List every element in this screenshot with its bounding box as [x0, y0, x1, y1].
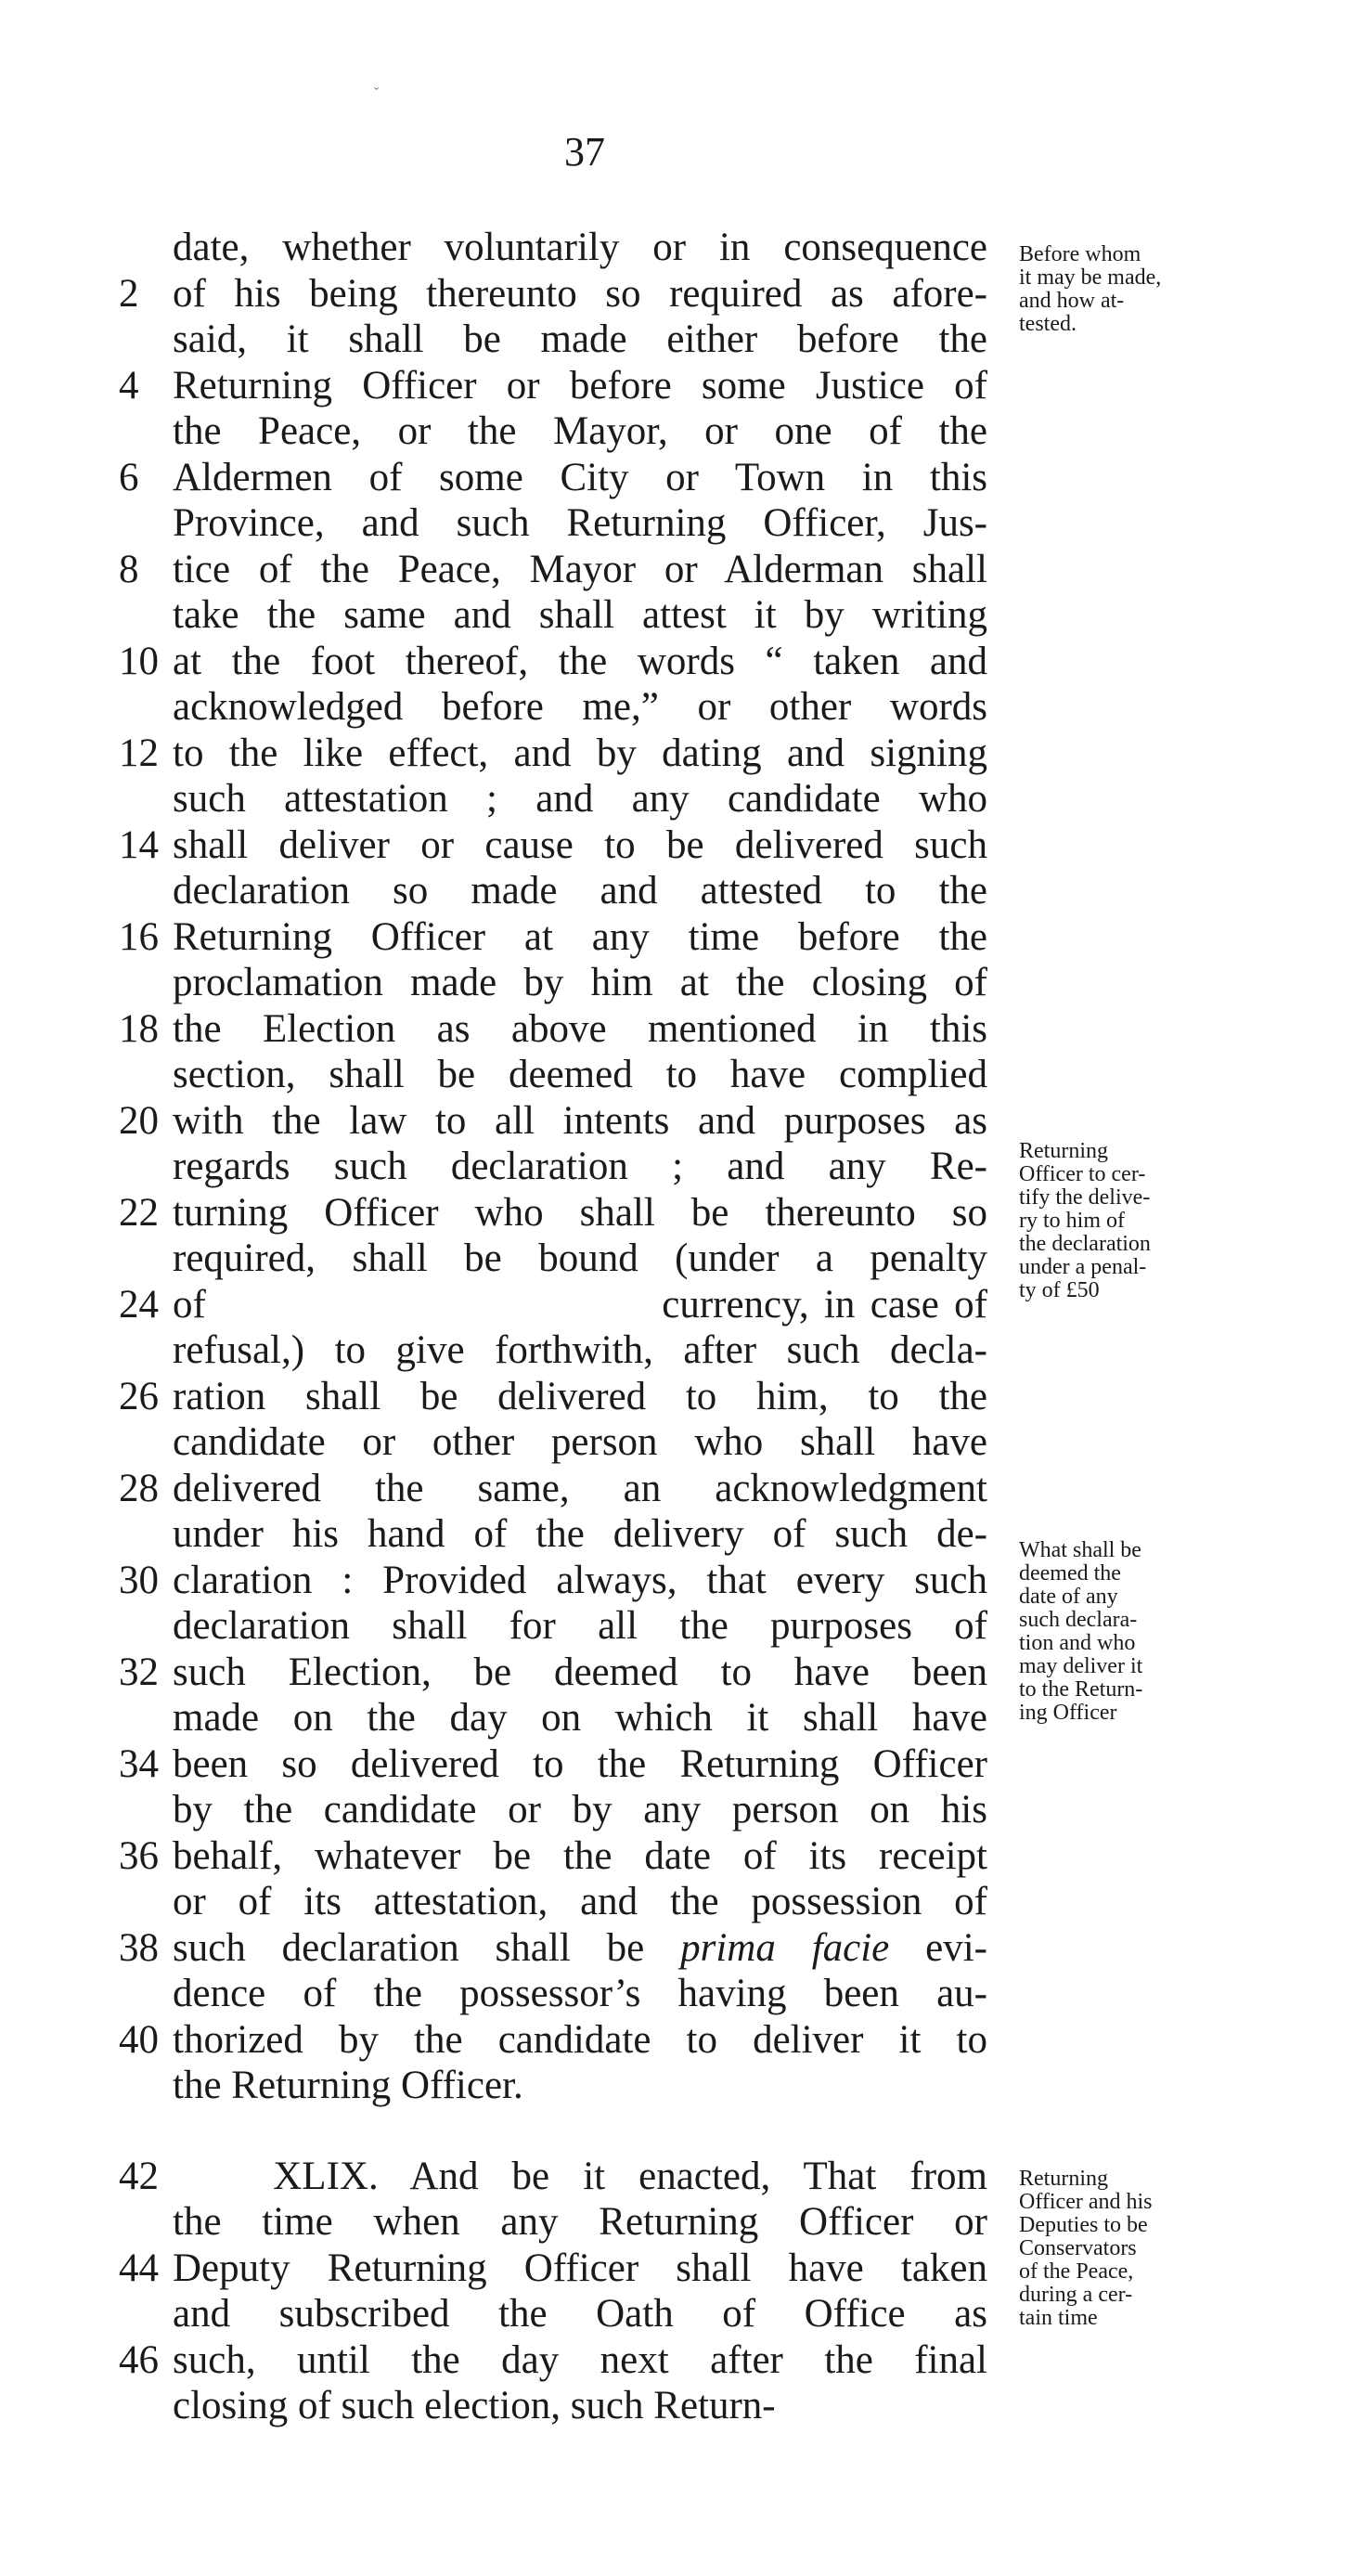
margin-note-line: Returning [1019, 2167, 1108, 2191]
margin-note-line: tify the delive- [1019, 1185, 1151, 1210]
text-line [0, 2017, 1354, 2064]
line-number: 26 [119, 1374, 159, 1418]
line-text: behalf, whatever be the date of its receipt [173, 1833, 987, 1878]
margin-note-line: and how at- [1019, 289, 1125, 313]
margin-note-returning-officer-certify [1019, 1140, 1242, 1302]
line-number: 30 [119, 1558, 159, 1602]
margin-note-line: deemed the [1019, 1561, 1121, 1586]
text-line [0, 684, 1354, 731]
text-line [0, 547, 1354, 593]
line-number: 8 [119, 547, 139, 591]
text-line [0, 1879, 1354, 1925]
text-line [0, 1327, 1354, 1374]
line-number: 14 [119, 822, 159, 867]
text-line [0, 455, 1354, 501]
line-number: 36 [119, 1833, 159, 1878]
margin-note-line: ty of £50 [1019, 1278, 1100, 1302]
line-text: the Peace, or the Mayor, or one of the [173, 409, 987, 453]
line-text: ration shall be delivered to him, to the [173, 1374, 987, 1418]
text-line [0, 1098, 1354, 1145]
italic-phrase: prima facie [680, 1925, 890, 1970]
line-number: 40 [119, 2017, 159, 2062]
margin-note-line: under a penal- [1019, 1255, 1147, 1279]
line-text: the time when any Returning Officer or [173, 2200, 987, 2244]
line-text: with the law to all intents and purposes as [173, 1098, 987, 1143]
line-number: 38 [119, 1925, 159, 1970]
line-number: 44 [119, 2246, 159, 2290]
text-line [0, 639, 1354, 685]
text-line [0, 1971, 1354, 2017]
text-line [0, 1925, 1354, 1972]
line-text: such Election, be deemed to have been [173, 1650, 987, 1694]
line-text: by the candidate or by any person on his [173, 1788, 987, 1832]
line-text: candidate or other person who shall have [173, 1420, 987, 1464]
text-line [0, 960, 1354, 1006]
margin-note-line: the declaration [1019, 1232, 1151, 1256]
margin-note-line: ing Officer [1019, 1701, 1117, 1725]
margin-note-line: Officer and his [1019, 2190, 1153, 2214]
line-text: date, whether voluntarily or in consequence [173, 226, 987, 269]
line-number: 24 [119, 1282, 159, 1327]
margin-note-line: Returning [1019, 1139, 1108, 1163]
text-line [0, 1833, 1354, 1880]
text-line [0, 592, 1354, 639]
line-text: declaration so made and attested to the [173, 869, 987, 913]
text-line [0, 1787, 1354, 1833]
line-text: regards such declaration ; and any Re- [173, 1145, 987, 1188]
line-text: and subscribed the Oath of Office as [173, 2292, 987, 2336]
line-text: turning Officer who shall be thereunto so [173, 1190, 987, 1235]
line-text: or of its attestation, and the possession of [173, 1880, 987, 1923]
line-number: 16 [119, 914, 159, 959]
line-number: 18 [119, 1006, 159, 1051]
line-text: such declaration shall be prima facie evi- [173, 1925, 987, 1970]
line-text: Returning Officer or before some Justice of [173, 363, 987, 408]
margin-note-line: it may be made, [1019, 265, 1162, 290]
margin-note-line: may deliver it [1019, 1654, 1143, 1678]
line-text: Aldermen of some City or Town in this [173, 455, 987, 499]
line-text: proclamation made by him at the closing of [173, 961, 987, 1004]
line-number: 6 [119, 455, 139, 499]
line-text: Deputy Returning Officer shall have taken [173, 2246, 987, 2290]
margin-note-line: Deputies to be [1019, 2213, 1148, 2237]
text-line [0, 1741, 1354, 1788]
line-text: of currency, in case of [173, 1282, 987, 1327]
margin-note-line: such declara- [1019, 1608, 1138, 1632]
line-text: been so delivered to the Returning Officer [173, 1741, 987, 1786]
margin-note-line: to the Return- [1019, 1677, 1143, 1702]
line-text: thorized by the candidate to deliver it to [173, 2017, 987, 2062]
line-number: 10 [119, 639, 159, 683]
line-text: XLIX. And be it enacted, That from [173, 2154, 987, 2198]
text-line [0, 1374, 1354, 1420]
margin-note-line: tain time [1019, 2306, 1098, 2330]
line-text: take the same and shall attest it by writing [173, 593, 987, 637]
line-text: to the like effect, and by dating and signing [173, 731, 987, 775]
line-text: section, shall be deemed to have complied [173, 1053, 987, 1096]
line-text: the Returning Officer. [173, 2064, 523, 2107]
text-line [0, 1052, 1354, 1098]
line-text: of his being thereunto so required as afore- [173, 271, 987, 316]
line-number: 2 [119, 271, 139, 316]
line-number: 34 [119, 1741, 159, 1786]
line-text: shall deliver or cause to be delivered such [173, 822, 987, 867]
text-line [0, 914, 1354, 961]
text-line [0, 2383, 1354, 2429]
line-text: tice of the Peace, Mayor or Alderman shall [173, 547, 987, 591]
line-text: made on the day on which it shall have [173, 1696, 987, 1740]
text-line [0, 363, 1354, 409]
line-text: at the foot thereof, the words “ taken and [173, 639, 987, 683]
text-line [0, 1419, 1354, 1466]
text-line [0, 1006, 1354, 1053]
line-text: such, until the day next after the final [173, 2337, 987, 2382]
text-line [0, 776, 1354, 822]
line-number: 20 [119, 1098, 159, 1143]
line-text: the Election as above mentioned in this [173, 1006, 987, 1051]
margin-note-date-of-declaration [1019, 1539, 1242, 1725]
line-number: 22 [119, 1190, 159, 1235]
text-line [0, 500, 1354, 547]
margin-note-line: during a cer- [1019, 2283, 1133, 2307]
margin-note-line: tested. [1019, 312, 1077, 336]
line-text: dence of the possessor’s having been au- [173, 1972, 987, 2015]
line-text: refusal,) to give forthwith, after such decla- [173, 1328, 987, 1372]
line-number: 46 [119, 2337, 159, 2382]
text-line [0, 731, 1354, 777]
margin-note-line: date of any [1019, 1585, 1118, 1609]
line-text: Province, and such Returning Officer, Jus- [173, 501, 987, 545]
margin-note-line: Conservators [1019, 2236, 1137, 2260]
text-line [0, 408, 1354, 455]
text-line [0, 822, 1354, 869]
line-text: acknowledged before me,” or other words [173, 685, 987, 729]
text-line [0, 2063, 1354, 2109]
margin-note-line: What shall be [1019, 1538, 1141, 1562]
line-text: said, it shall be made either before the [173, 317, 987, 361]
margin-note-conservators-of-peace [1019, 2168, 1242, 2330]
line-text: claration : Provided always, that every such [173, 1558, 987, 1602]
line-number: 4 [119, 363, 139, 408]
page-number: 37 [564, 129, 605, 175]
line-text: under his hand of the delivery of such de- [173, 1512, 987, 1556]
text-line [0, 1466, 1354, 1512]
margin-note-before-whom [1019, 243, 1242, 336]
line-number: 28 [119, 1466, 159, 1510]
margin-note-line: Before whom [1019, 242, 1141, 266]
margin-note-line: tion and who [1019, 1631, 1136, 1655]
margin-note-line: ry to him of [1019, 1209, 1125, 1233]
line-text: required, shall be bound (under a penalty [173, 1236, 987, 1280]
line-number: 42 [119, 2154, 159, 2198]
line-text: delivered the same, an acknowledgment [173, 1466, 987, 1510]
line-text: such attestation ; and any candidate who [173, 777, 987, 821]
line-number: 32 [119, 1650, 159, 1694]
line-number: 12 [119, 731, 159, 775]
line-text: Returning Officer at any time before the [173, 914, 987, 959]
text-line [0, 2337, 1354, 2384]
margin-note-line: of the Peace, [1019, 2259, 1134, 2284]
stray-mark: ˇ [374, 85, 380, 101]
line-text: closing of such election, such Return- [173, 2384, 776, 2427]
line-text: declaration shall for all the purposes of [173, 1604, 987, 1648]
margin-note-line: Officer to cer- [1019, 1162, 1146, 1186]
text-line [0, 868, 1354, 914]
